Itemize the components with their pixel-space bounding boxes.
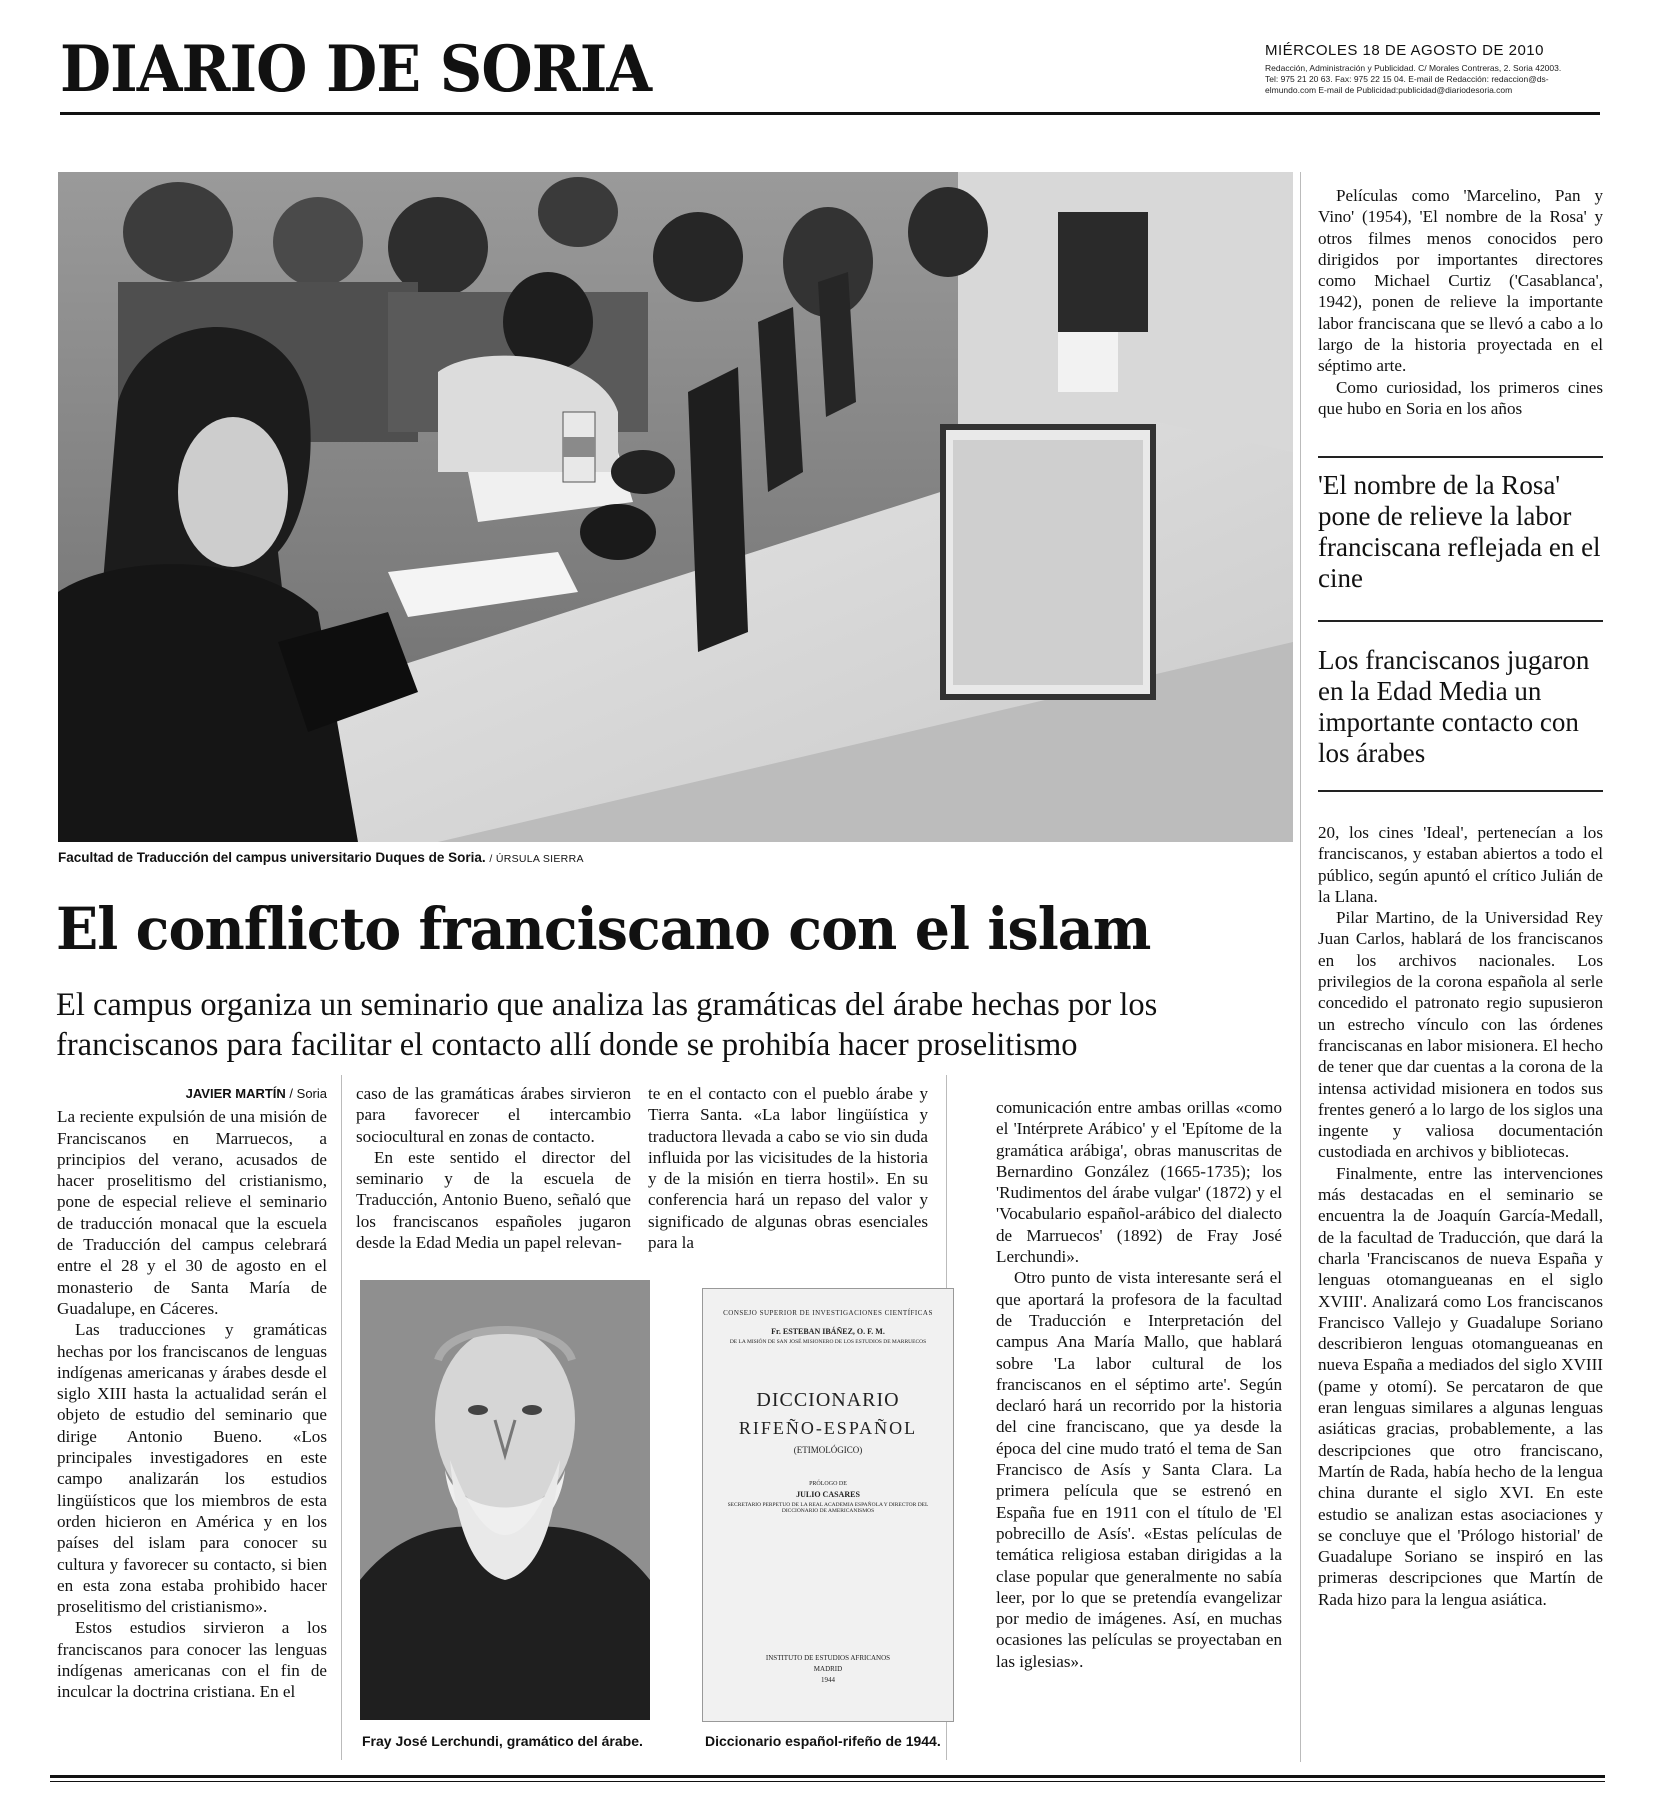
paragraph: comunicación entre ambas orillas «como el 'Intérprete Arábico' y el 'Epítome de la gramática arábiga', obras manuscritas de Bernardino González (1665-1735); los 'Rudimentos del árabe vulgar' (1872) y el 'Vocabulario español-arábico del dialecto de Marruecos' (1892) de Fray José Lerchundi». bbox=[996, 1098, 1282, 1267]
book-title-1: DICCIONARIO bbox=[756, 1389, 900, 1411]
side-column-top bbox=[1318, 185, 1603, 419]
bottom-rule-thin bbox=[50, 1781, 1605, 1782]
masthead: DIARIO DE SORIA bbox=[60, 32, 652, 107]
book-institute: INSTITUTO DE ESTUDIOS AFRICANOS bbox=[765, 1654, 891, 1662]
book-prologo-note: SECRETARIO PERPETUO DE LA REAL ACADEMIA ESPAÑOLA Y DIRECTOR DEL DICCIONARIO DE AMERICANISMOS bbox=[727, 1502, 929, 1514]
paragraph: Estos estudios sirvieron a los franciscanos para conocer las lenguas indígenas americanas con el fin de inculcar la doctrina cristiana. En el bbox=[57, 1618, 327, 1702]
book-author: Fr. ESTEBAN IBÁÑEZ, O. F. M. bbox=[771, 1327, 885, 1336]
byline-place: / Soria bbox=[285, 1086, 327, 1101]
paragraph: Finalmente, entre las intervenciones más destacadas en el seminario se encuentra la de Joaquín García-Medall, de la facultad de Traducción, que dará la charla 'Franciscanos de nueva España y lenguas otomangueanas en el siglo XVIII'. Analizará como Los franciscanos Francisco Vallejo y Guadalupe Soriano describieron lenguas otomangueanas en nueva España a mediados del siglo XVIII (pame y otomí). Se percataron de que eran lenguas similares a algunas lenguas asiáticas gracias, probablemente, a las descripciones que otro franciscano, Martín de Rada, había hecho de la lengua china durante el siglo XVI. En este estudio se analizan estas asociaciones y se concluye que el 'Prólogo historial' de Guadalupe Soriano se inspiró en las primeras descripciones que Martín de Rada hizo para la lengua asiática. bbox=[1318, 1163, 1603, 1609]
book-year: 1944 bbox=[821, 1676, 835, 1684]
contact-info bbox=[1265, 63, 1610, 96]
portrait-photo bbox=[360, 1280, 650, 1720]
book-city: MADRID bbox=[813, 1665, 843, 1673]
photo-caption-text: Facultad de Traducción del campus universitario Duques de Soria. bbox=[58, 850, 486, 865]
bottom-rule bbox=[50, 1775, 1605, 1778]
contact-line: elmundo.com E-mail de Publicidad:publicidad@diariodesoria.com bbox=[1265, 85, 1513, 95]
issue-date: MIÉRCOLES 18 DE AGOSTO DE 2010 bbox=[1265, 42, 1544, 59]
paragraph: Otro punto de vista interesante será el que aportará la profesora de la facultad de Traducción e Interpretación del campus Ana María Mallo, que hablará sobre 'La labor cultural de los franciscanos en el séptimo arte'. Según declaró hará un recorrido por la historia del cine franciscano, que ya desde la época del cine mudo trató el tema de San Francisco de Asís y Santa Clara. La primera película que se estrenó en España fue en 1911 con el título de 'El pobrecillo de Asís'. «Estas películas de temática religiosa estaban dirigidas a la clase popular que generalmente no sabía leer, por lo que se pretendía evangelizar por medio de imágenes. Así, en muchas ocasiones las películas se proyectaban en las iglesias». bbox=[996, 1268, 1282, 1671]
book-author-note: DE LA MISIÓN DE SAN JOSÉ MISIONERO DE LOS ESTUDIOS DE MARRUECOS bbox=[729, 1339, 927, 1345]
contact-line: Tel: 975 21 20 63. Fax: 975 22 15 04. E-mail de Redacción: redaccion@ds- bbox=[1265, 74, 1549, 84]
paragraph: caso de las gramáticas árabes sirvieron para favorecer el intercambio sociocultural en zonas de contacto. bbox=[356, 1084, 631, 1146]
paragraph: Las traducciones y gramáticas hechas por los franciscanos de lenguas indígenas americanas y árabes desde el siglo XIII hasta la actualidad serán el objeto de estudio del seminario que dirige Antonio Bueno. «Los principales investigadores en este campo analizarán los estudios lingüísticos que los miembros de esta orden hicieron en América y en los países del islam para conocer su cultura y favorecer su contacto, si bien en esta zona estaba prohibido hacer proselitismo del cristianismo». bbox=[57, 1320, 327, 1617]
pull-quote-rule bbox=[1318, 620, 1603, 622]
paragraph: Películas como 'Marcelino, Pan y Vino' (1954), 'El nombre de la Rosa' y otros filmes menos conocidos pero dirigidos por importantes directores como Michael Curtiz ('Casablanca', 1942), ponen de relieve la importante labor franciscana que se llevó a cabo a lo largo de la historia proyectada en el séptimo arte. bbox=[1318, 186, 1603, 376]
byline-author: JAVIER MARTÍN bbox=[185, 1086, 286, 1101]
paragraph: 20, los cines 'Ideal', pertenecían a los franciscanos, y estaban abiertos a todo el público, según apuntó el crítico Julián de la Llana. bbox=[1318, 823, 1603, 906]
photo-credit: / ÚRSULA SIERRA bbox=[489, 853, 584, 865]
contact-line: Redacción, Administración y Publicidad. C/ Morales Contreras, 2. Soria 42003. bbox=[1265, 63, 1562, 73]
date-block bbox=[1265, 42, 1610, 96]
book-prologo-label: PRÓLOGO DE bbox=[809, 1481, 847, 1487]
classroom-photo-drawing bbox=[58, 172, 1293, 842]
book-publisher: CONSEJO SUPERIOR DE INVESTIGACIONES CIENTÍFICAS bbox=[723, 1309, 933, 1317]
book-prologo-author: JULIO CASARES bbox=[796, 1490, 860, 1499]
side-column-bottom bbox=[1318, 822, 1603, 1610]
classroom-photo bbox=[58, 172, 1293, 842]
book-title-3: (ETIMOLÓGICO) bbox=[793, 1445, 863, 1455]
masthead-rule bbox=[60, 112, 1600, 115]
pull-quote-rule bbox=[1318, 456, 1603, 458]
pull-quote-rule bbox=[1318, 790, 1603, 792]
pull-quote-1: 'El nombre de la Rosa' pone de relieve la labor franciscana reflejada en el cine bbox=[1318, 470, 1601, 593]
headline: El conflicto franciscano con el islam bbox=[56, 895, 1151, 963]
paragraph: Como curiosidad, los primeros cines que hubo en Soria en los años bbox=[1318, 377, 1603, 418]
book-caption: Diccionario español-rifeño de 1944. bbox=[705, 1733, 941, 1749]
subhead: El campus organiza un seminario que analiza las gramáticas del árabe hechas por los franciscanos para facilitar el contacto allí donde se prohibía hacer proselitismo bbox=[56, 987, 1158, 1063]
article-column-3 bbox=[648, 1083, 928, 1253]
photo-caption bbox=[58, 850, 584, 865]
paragraph: te en el contacto con el pueblo árabe y Tierra Santa. «La labor lingüística y traductora llevada a cabo se vio sin duda influida por las vicisitudes de la historia y de la misión en tierra hostil». En su conferencia hará un repaso del valor y significado de algunas obras esenciales para la bbox=[648, 1084, 928, 1253]
paragraph: En este sentido el director del seminario y de la escuela de Traducción, Antonio Bueno, señaló que los franciscanos españoles jugaron desde la Edad Media un papel relevan- bbox=[356, 1147, 631, 1253]
article-column-4 bbox=[996, 1097, 1282, 1672]
pull-quote-2: Los franciscanos jugaron en la Edad Media un importante contacto con los árabes bbox=[1318, 645, 1590, 768]
byline bbox=[57, 1083, 327, 1104]
paragraph: Pilar Martino, de la Universidad Rey Juan Carlos, hablará de los franciscanos en los archivos nacionales. Los privilegios de la corona española al serle concedido el patronato regio supusieron un estrecho vínculo con las órdenes franciscanas en labor misionera. El hecho de tener que dar cuentas a la corona de la intensa actividad misionera en todos sus frentes generó a lo largo de los siglos una ingente y valiosa documentación custodiada en archivos y bibliotecas. bbox=[1318, 908, 1603, 1162]
article-column-2 bbox=[356, 1083, 631, 1253]
portrait-caption: Fray José Lerchundi, gramático del árabe. bbox=[362, 1733, 643, 1749]
column-rule bbox=[341, 1075, 342, 1760]
book-cover bbox=[702, 1288, 954, 1722]
paragraph: La reciente expulsión de una misión de Franciscanos en Marruecos, a principios del verano, acusados de hacer proselitismo del cristianismo, pone de especial relieve el seminario de traducción monacal que la escuela de Traducción del campus celebrará entre el 28 y el 30 de agosto en el monasterio de Santa María de Guadalupe, en Cáceres. bbox=[57, 1107, 327, 1318]
portrait-drawing bbox=[360, 1280, 650, 1720]
article-column-1 bbox=[57, 1083, 327, 1703]
column-rule bbox=[1300, 172, 1301, 1762]
book-title-2: RIFEÑO-ESPAÑOL bbox=[738, 1418, 918, 1438]
